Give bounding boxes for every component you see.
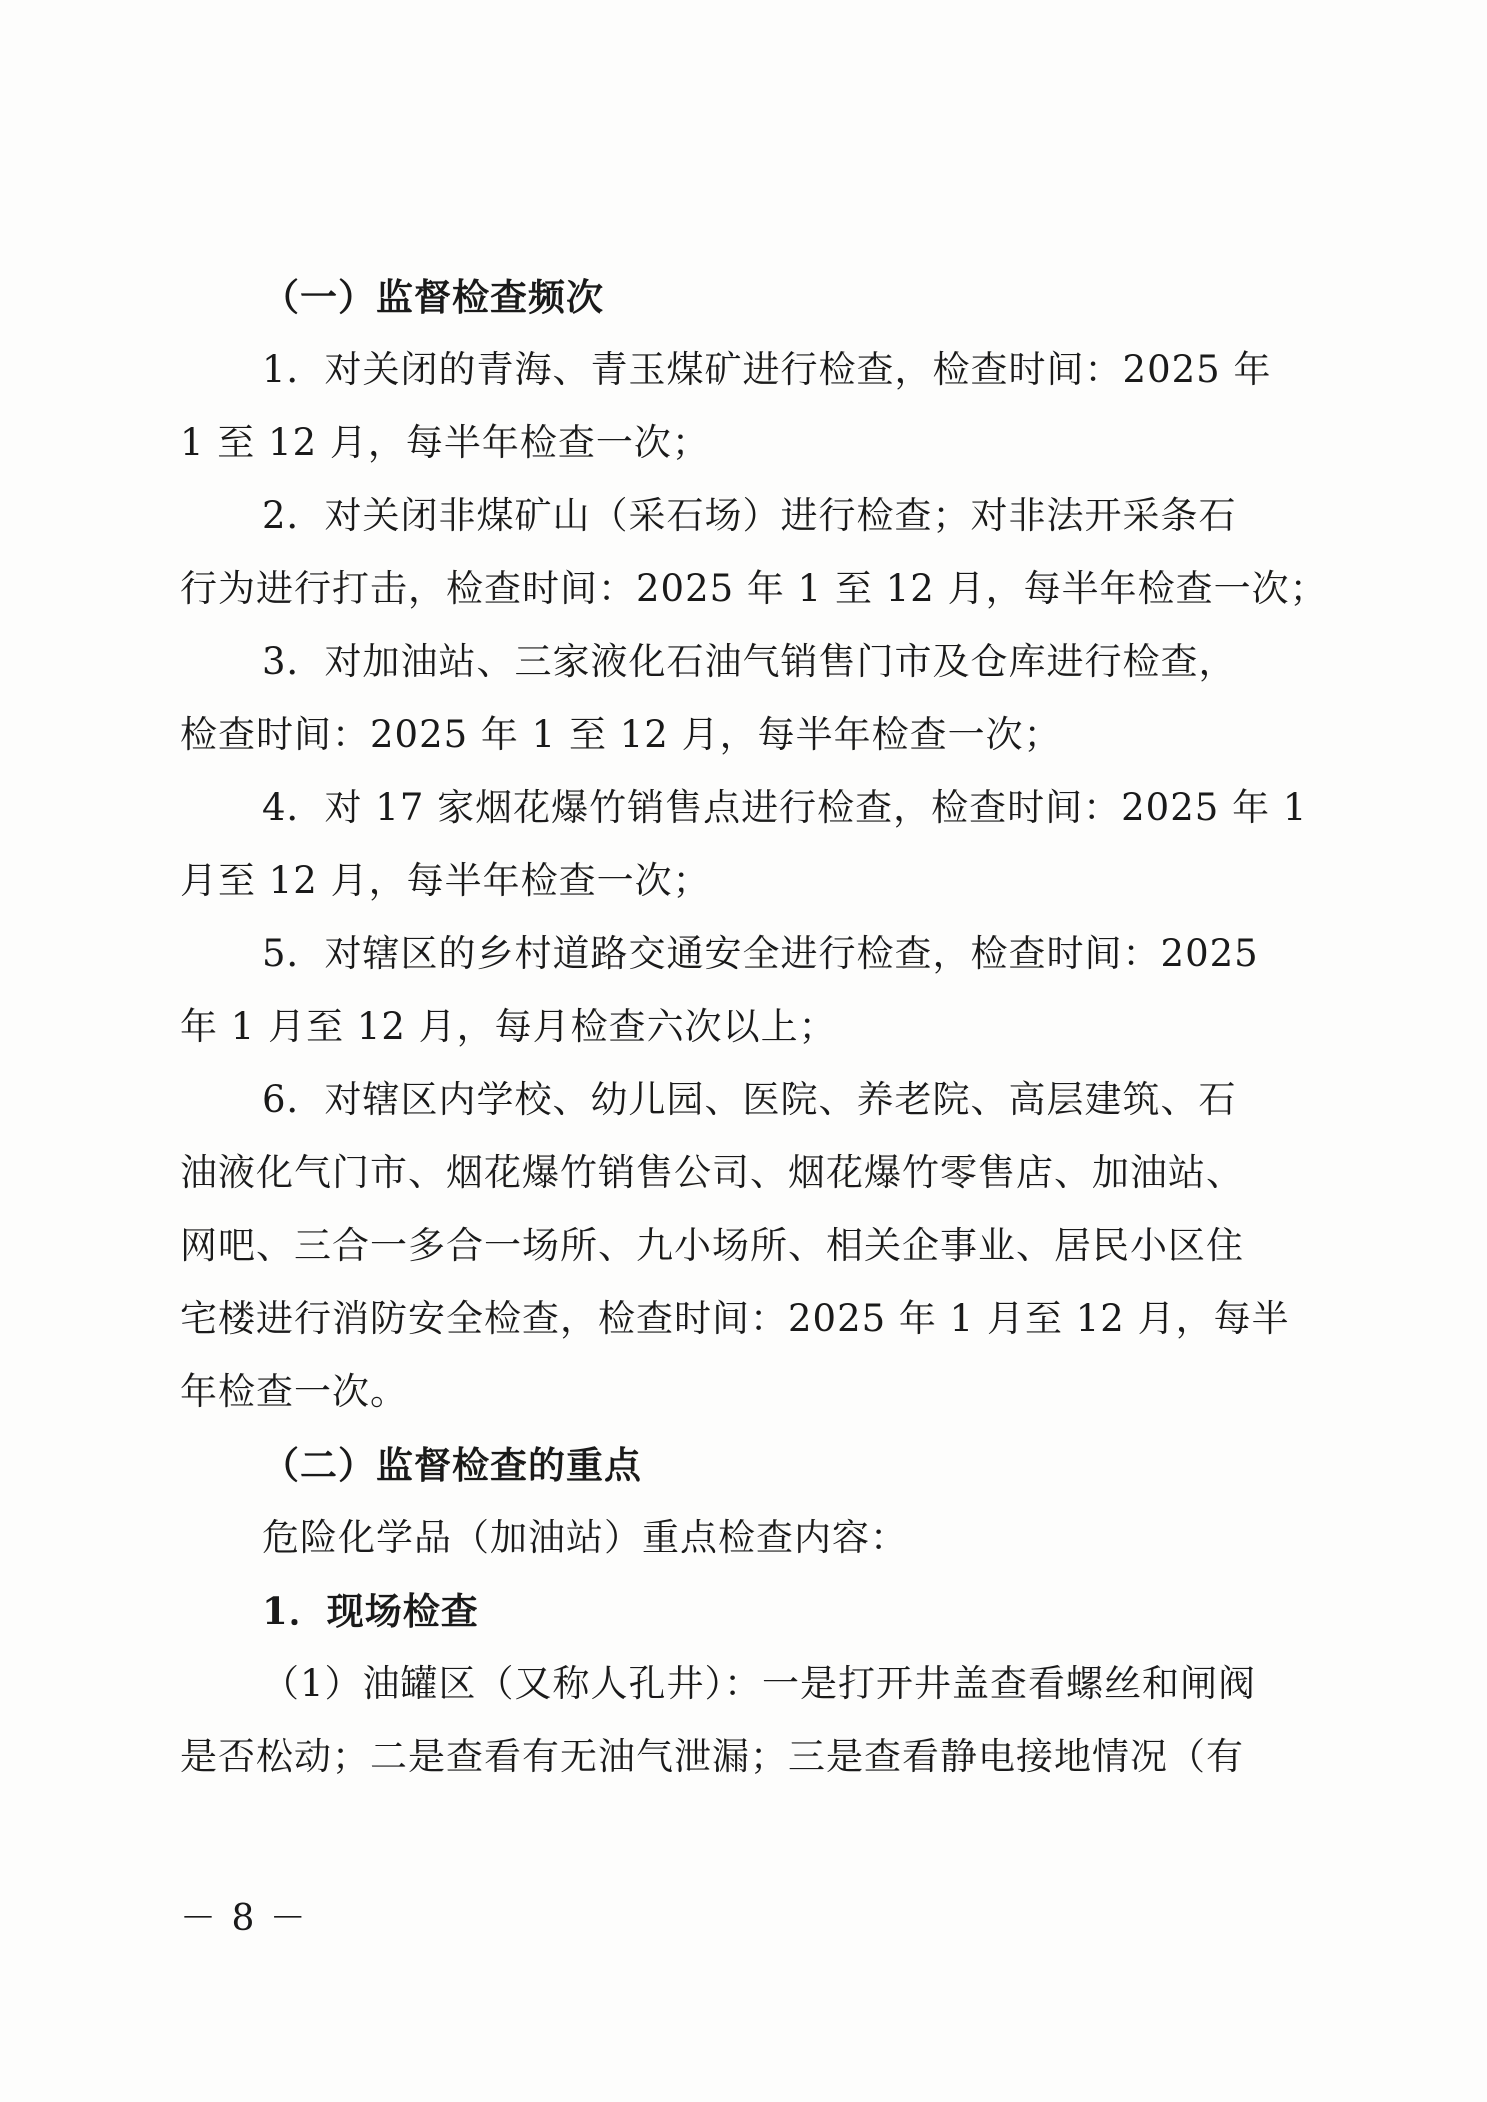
paragraph-line: 6．对辖区内学校、幼儿园、医院、养老院、高层建筑、石 [262,1078,1237,1121]
paragraph-line: 行为进行打击，检查时间：2025 年 1 至 12 月，每半年检查一次； [180,567,1328,610]
paragraph-line: 宅楼进行消防安全检查，检查时间：2025 年 1 月至 12 月，每半 [180,1297,1290,1340]
paragraph-line: 检查时间：2025 年 1 至 12 月，每半年检查一次； [180,713,1062,756]
section-heading-inspection-focus: （二）监督检查的重点 [262,1443,642,1487]
section-heading-inspection-frequency: （一）监督检查频次 [262,275,604,319]
paragraph-line: 油液化气门市、烟花爆竹销售公司、烟花爆竹零售店、加油站、 [180,1151,1244,1194]
paragraph-line: 危险化学品（加油站）重点检查内容： [262,1516,908,1559]
paragraph-line: 5．对辖区的乡村道路交通安全进行检查，检查时间：2025 [262,932,1259,975]
paragraph-line: 2．对关闭非煤矿山（采石场）进行检查；对非法开采条石 [262,494,1237,537]
paragraph-line: 年 1 月至 12 月，每月检查六次以上； [180,1005,837,1048]
paragraph-line: 网吧、三合一多合一场所、九小场所、相关企事业、居民小区住 [180,1224,1244,1267]
page-number: － 8 － [180,1898,308,1939]
paragraph-line: 3．对加油站、三家液化石油气销售门市及仓库进行检查， [262,640,1237,683]
paragraph-line: 1 至 12 月，每半年检查一次； [180,421,710,464]
paragraph-line: 1．对关闭的青海、青玉煤矿进行检查，检查时间：2025 年 [262,348,1272,391]
paragraph-line: （1）油罐区（又称人孔井）：一是打开井盖查看螺丝和闸阀 [262,1662,1257,1705]
subheading-site-inspection: 1．现场检查 [262,1589,479,1633]
paragraph-line: 4．对 17 家烟花爆竹销售点进行检查，检查时间：2025 年 1 [262,786,1308,829]
paragraph-line: 月至 12 月，每半年检查一次； [180,859,711,902]
paragraph-line: 年检查一次。 [180,1370,408,1413]
paragraph-line: 是否松动；二是查看有无油气泄漏；三是查看静电接地情况（有 [180,1735,1244,1778]
